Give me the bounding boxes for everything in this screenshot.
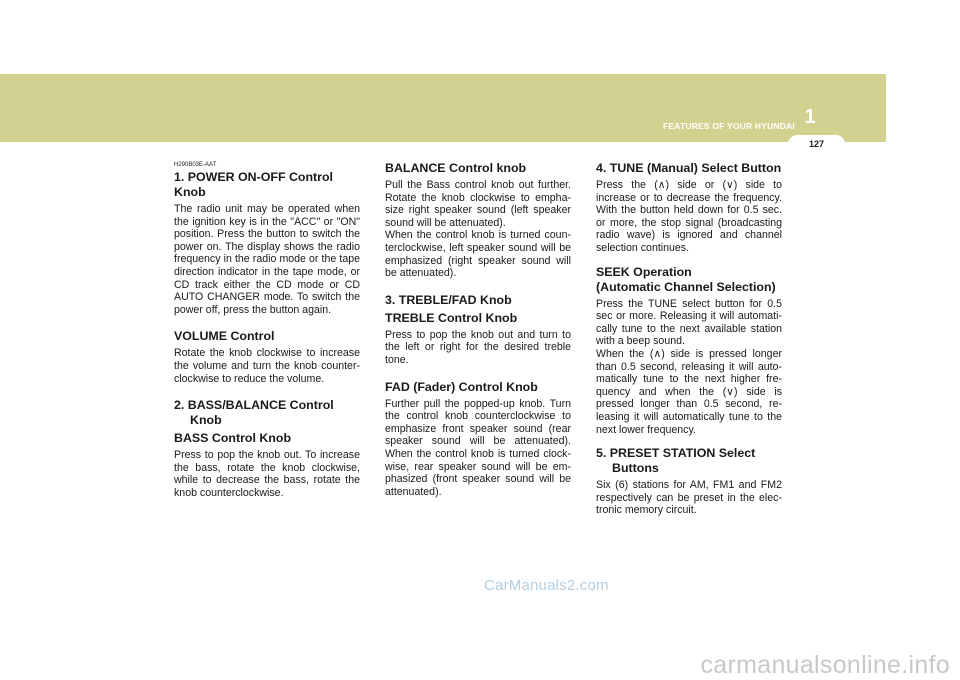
- paragraph-preset: Six (6) stations for AM, FM1 and FM2 respectively can be preset in the elec-tronic memory circuit.: [596, 479, 782, 517]
- heading-bass-balance: 2. BASS/BALANCE Control Knob: [174, 398, 334, 428]
- heading-treble: TREBLE Control Knob: [385, 310, 518, 325]
- heading-seek: SEEK Operation (Automatic Channel Selection): [596, 264, 776, 294]
- column-1: [174, 161, 360, 513]
- column-2: [385, 161, 571, 511]
- heading-volume: VOLUME Control: [174, 329, 275, 344]
- paragraph-power: The radio unit may be operated when the ignition key is in the "ACC" or "ON" position. Press the button to switch the power on. The display shows the radio frequency in the radio mode or the tape direction indicator in the tape mode, or CD track either the CD mode or CD AUTO CHANGER mode. To switch the power off, press the button again.: [174, 203, 360, 316]
- heading-preset: 5. PRESET STATION Select Buttons: [596, 446, 756, 476]
- heading-treble-fad: 3. TREBLE/FAD Knob: [385, 292, 512, 307]
- heading-tune: 4. TUNE (Manual) Select Button: [596, 161, 782, 175]
- paragraph-fader: Further pull the popped-up knob. Turn the control knob counterclockwise to emphasize front speaker sound (rear speaker sound will be attenuated). When the control knob is turned clock-wise, rear speaker sound will be em-phasized (front speaker sound will be attenuated).: [385, 397, 571, 498]
- paragraph-balance: Pull the Bass control knob out further. Rotate the knob clockwise to empha-size right speaker sound (left speaker sound will be attenuated). When the control knob is turned coun-terclockwise, left speaker sound will be emphasized (right speaker sound will be attenuated).: [385, 179, 571, 280]
- paragraph-seek: Press the TUNE select button for 0.5 sec or more. Releasing it will automati-cally tune to the next available station with a beep sound. When the (∧) side is pressed longer than 0.5 second, releasing it will auto-matically tune to the next higher fre-quency and when the (∨) side is pressed longer than 0.5 second, re-leasing it will automatically tune to the next lower frequency.: [596, 297, 782, 436]
- heading-fader: FAD (Fader) Control Knob: [385, 379, 538, 394]
- heading-power-knob: 1. POWER ON-OFF Control Knob: [174, 170, 334, 199]
- paragraph-tune: Press the (∧) side or (∨) side to increase or to decrease the frequency. With the button held down for 0.5 sec. or more, the stop signal (broadcasting radio wave) is ignored and channel selection continues.: [596, 179, 782, 254]
- header-band: [0, 74, 886, 142]
- paragraph-bass: Press to pop the knob out. To increase the bass, rotate the knob clockwise, while to decrease the bass, rotate the knob counterclockwise.: [174, 449, 360, 499]
- page-number: 127: [808, 139, 825, 149]
- watermark-carmanuals2: CarManuals2.com: [484, 577, 609, 594]
- heading-balance: BALANCE Control knob: [385, 161, 527, 175]
- watermark-carmanualsonline: carmanualsonline.info: [700, 651, 950, 679]
- column-3: [596, 161, 782, 530]
- chapter-number: 1: [804, 106, 816, 128]
- paragraph-volume: Rotate the knob clockwise to increase the volume and turn the knob counter-clockwise to reduce the volume.: [174, 347, 360, 385]
- heading-bass-knob: BASS Control Knob: [174, 431, 292, 446]
- section-code: H290B03E-AAT: [174, 162, 217, 168]
- paragraph-treble: Press to pop the knob out and turn to the left or right for the desired treble tone.: [385, 328, 571, 366]
- chapter-title: FEATURES OF YOUR HYUNDAI: [663, 121, 795, 131]
